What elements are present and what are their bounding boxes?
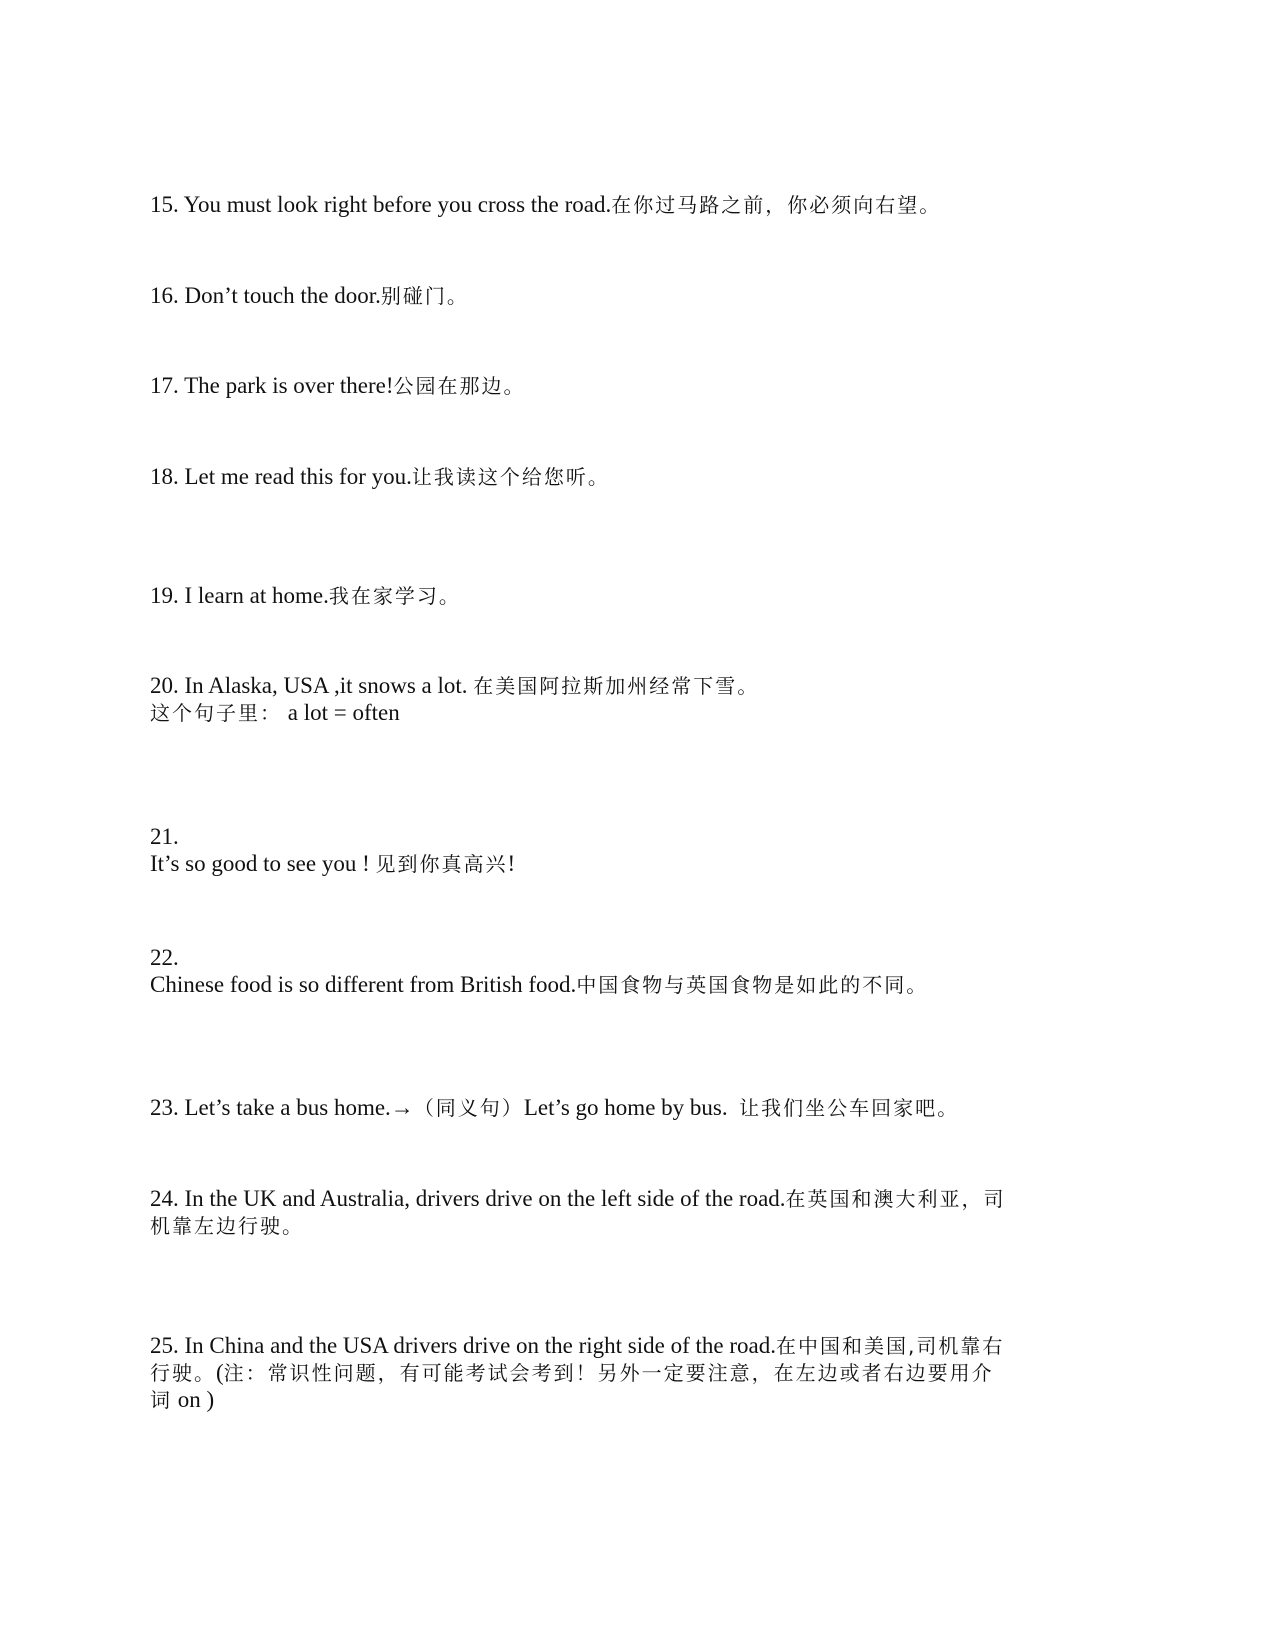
sentence-line (150, 1358, 1130, 1388)
chinese-text: 让我们坐公车回家吧。 (739, 1096, 960, 1120)
english-text: Chinese food is so different from British food. (150, 972, 577, 997)
chinese-text: 这个句子里： (150, 701, 282, 725)
english-text: 23. Let’s take a bus home.→ (150, 1095, 414, 1120)
english-text: 19. I learn at home. (150, 583, 329, 608)
english-text: 17. The park is over there! (150, 373, 394, 398)
sentence-line (150, 849, 1130, 879)
chinese-text: 在英国和澳大利亚，司 (785, 1187, 1006, 1211)
chinese-text: （同义句） (413, 1096, 524, 1120)
english-text: It’s so good to see you ! (150, 851, 376, 876)
sentence-line (150, 371, 1130, 401)
sentence-line (150, 671, 1130, 701)
chinese-text: 在你过马路之前，你必须向右望。 (611, 193, 942, 217)
english-text: 24. In the UK and Australia, drivers drive on the left side of the road. (150, 1186, 786, 1211)
chinese-text: 机靠左边行驶。 (150, 1214, 304, 1238)
sentence-line (150, 581, 1130, 611)
chinese-text: 让我读这个给您听。 (411, 465, 610, 489)
english-text: 21. (150, 824, 179, 849)
english-text: 18. Let me read this for you. (150, 464, 412, 489)
chinese-text: 别碰门。 (380, 284, 469, 308)
english-text: 20. In Alaska, USA ,it snows a lot. (150, 673, 474, 698)
english-text: 25. In China and the USA drivers drive on the right side of the road. (150, 1333, 776, 1358)
sentence-line (150, 190, 1130, 220)
english-text: ( (216, 1360, 224, 1385)
sentence-line (150, 943, 1130, 973)
sentence-line (150, 970, 1130, 1000)
chinese-text: 行驶。 (150, 1361, 216, 1385)
english-text: 22. (150, 945, 179, 970)
sentence-line (150, 1184, 1130, 1214)
chinese-text: 公园在那边。 (393, 374, 526, 398)
chinese-text: 在中国和美国,司机靠右 (776, 1334, 1005, 1358)
chinese-text: 词 (150, 1388, 172, 1412)
english-text: on ) (172, 1387, 215, 1412)
chinese-text: 见到你真高兴 (375, 852, 508, 876)
english-text: 15. You must look right before you cross the road. (150, 192, 612, 217)
chinese-text: 在美国阿拉斯加州经常下雪。 (473, 674, 760, 698)
sentence-line (150, 1331, 1130, 1361)
sentence-line (150, 1093, 1130, 1123)
chinese-text: 中国食物与英国食物是如此的不同。 (576, 973, 929, 997)
sentence-line (150, 698, 1130, 728)
english-text: a lot = often (282, 700, 400, 725)
sentence-line (150, 462, 1130, 492)
chinese-text: 注：常识性问题，有可能考试会考到！另外一定要注意，在左边或者右边要用介 (223, 1361, 994, 1385)
sentence-line (150, 1385, 1130, 1415)
english-text: 16. Don’t touch the door. (150, 283, 381, 308)
chinese-text: 我在家学习。 (328, 584, 461, 608)
english-text: ! (507, 851, 516, 876)
sentence-line (150, 822, 1130, 852)
sentence-line (150, 1211, 1130, 1241)
english-text: Let’s go home by bus. (523, 1095, 740, 1120)
sentence-line (150, 281, 1130, 311)
